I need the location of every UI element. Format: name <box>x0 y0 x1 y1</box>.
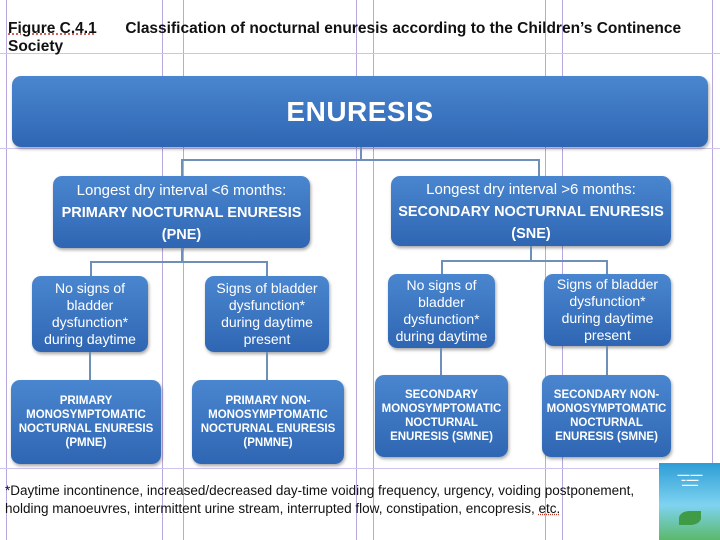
connector <box>538 159 540 176</box>
outcome-text: SECONDARY NON-MONOSYMPTOMATIC NOCTURNAL ENURESIS (SMNE) <box>546 389 667 443</box>
connector <box>89 352 91 380</box>
condition-node <box>205 276 329 352</box>
connector <box>90 261 268 263</box>
outcome-text: PRIMARY NON-MONOSYMPTOMATIC NOCTURNAL ENURESIS (PNMNE) <box>200 395 336 449</box>
figure-title: Classification of nocturnal enuresis according to the Children’s Continence <box>125 20 682 37</box>
condition-node <box>388 274 495 348</box>
figure-caption <box>8 20 708 56</box>
secondary-line3: (SNE) <box>511 225 551 242</box>
condition-text: Signs of bladder dysfunction* during daytime present <box>556 276 659 343</box>
leaf-icon <box>679 511 701 525</box>
condition-node <box>544 274 671 346</box>
footnote-tail: etc. <box>538 501 561 516</box>
outcome-node <box>11 380 161 464</box>
connector <box>181 159 183 176</box>
figure-title-continued: Society <box>8 38 64 55</box>
figure-number: Figure C.4.1 <box>8 20 97 37</box>
primary-line3: (PNE) <box>161 226 202 243</box>
secondary-line1: Longest dry interval >6 months: <box>426 180 636 198</box>
primary-line2: PRIMARY NOCTURNAL ENURESIS <box>61 204 302 221</box>
root-node <box>12 76 708 147</box>
secondary-line2: SECONDARY NOCTURNAL ENURESIS <box>398 203 664 220</box>
outcome-node <box>542 375 671 457</box>
connector <box>441 260 443 274</box>
guide-line <box>712 0 713 540</box>
outcome-text: PRIMARY MONOSYMPTOMATIC NOCTURNAL ENURESIS (PMNE) <box>18 395 154 449</box>
outcome-text: SECONDARY MONOSYMPTOMATIC NOCTURNAL ENURESIS (SMNE) <box>381 389 502 443</box>
outcome-node <box>375 375 508 457</box>
connector <box>266 352 268 380</box>
connector <box>181 248 183 262</box>
root-label: ENURESIS <box>286 95 434 127</box>
footnote-text: *Daytime incontinence, increased/decreased day-time voiding frequency, urgency, voiding postponement, holding manoeuvres, intermittent urine stream, interrupted flow, constipation, encopresis, <box>5 483 635 516</box>
condition-text: No signs of bladder dysfunction* during daytime <box>44 280 136 347</box>
guide-line <box>6 0 7 540</box>
outcome-node <box>192 380 344 464</box>
connector <box>181 159 540 161</box>
thumbnail-lettering: ▬▬▬ ▬▬▬ ▬ ▬▬▬ ▬▬▬▬ <box>677 472 703 487</box>
connector <box>440 348 442 375</box>
condition-text: No signs of bladder dysfunction* during daytime <box>395 277 488 344</box>
secondary-node <box>391 176 671 246</box>
condition-node <box>32 276 148 352</box>
guide-line <box>0 468 720 469</box>
condition-text: Signs of bladder dysfunction* during daytime present <box>216 280 318 347</box>
connector <box>530 246 532 261</box>
connector <box>266 261 268 276</box>
connector <box>441 260 608 262</box>
primary-line1: Longest dry interval <6 months: <box>76 181 287 199</box>
book-cover-thumbnail <box>659 463 720 540</box>
footnote <box>5 482 665 518</box>
connector <box>90 261 92 276</box>
connector <box>606 260 608 274</box>
connector <box>606 346 608 375</box>
primary-node <box>53 176 310 248</box>
